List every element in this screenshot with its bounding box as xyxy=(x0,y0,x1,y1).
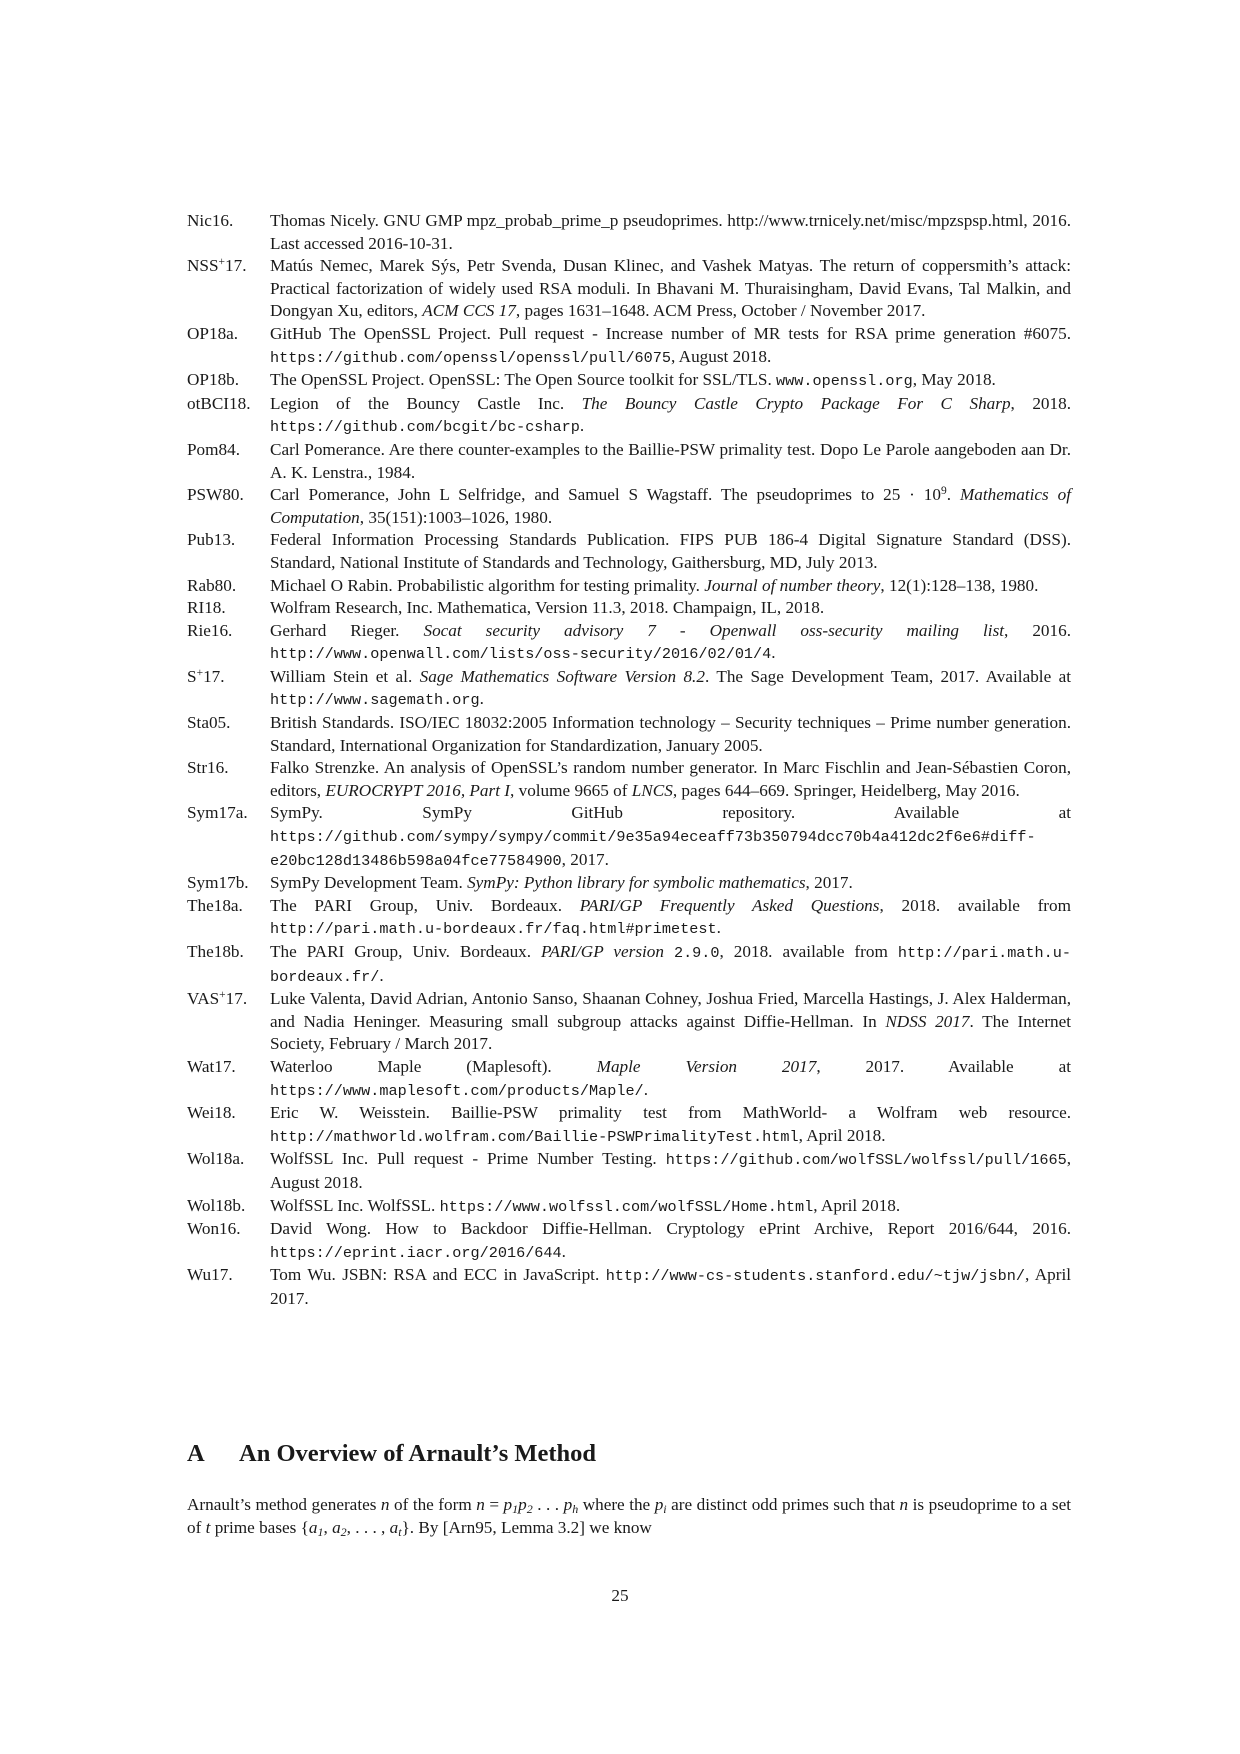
reference-segment: , 12(1):128–138, 1980. xyxy=(880,575,1039,595)
reference-segment: SymPy. SymPy GitHub repository. Available at xyxy=(270,803,1076,823)
reference-segment: , pages 644–669. Springer, Heidelberg, May 2016. xyxy=(672,780,1020,800)
reference-segment: Michael O Rabin. Probabilistic algorithm for testing primality. xyxy=(270,575,705,595)
math-token: p xyxy=(518,1495,527,1514)
reference-segment: William Stein et al. xyxy=(270,666,420,686)
reference-segment: Eric W. Weisstein. Baillie-PSW primality test from MathWorld- a Wolfram web resource. xyxy=(270,1103,1076,1123)
paragraph-segment: , . . . , xyxy=(346,1518,390,1537)
reference-url: http://mathworld.wolfram.com/Baillie-PSWPrimalityTest.html xyxy=(270,1127,799,1146)
reference-text xyxy=(270,802,1076,872)
reference-key: Sym17a. xyxy=(187,803,248,823)
math-token: p xyxy=(654,1495,664,1514)
reference-segment: , August 2018. xyxy=(270,1149,1075,1192)
paragraph-segment: , xyxy=(323,1518,333,1537)
reference-url: 2.9.0 xyxy=(673,944,720,962)
reference-title: Maple Version 2017 xyxy=(596,1056,817,1076)
section-heading xyxy=(187,1440,1071,1468)
reference-key: Wu17. xyxy=(187,1265,233,1285)
math-token: h xyxy=(572,1502,579,1516)
reference-text xyxy=(270,872,1071,895)
reference-text xyxy=(270,575,1071,598)
reference-segment: Tom Wu. JSBN: RSA and ECC in JavaScript. xyxy=(270,1265,606,1285)
reference-text xyxy=(270,529,1076,574)
reference-key: The18b. xyxy=(187,942,244,961)
reference-key: Nic16. xyxy=(187,211,234,230)
reference-segment: . xyxy=(479,689,484,709)
reference-key: Wei18. xyxy=(187,1103,236,1123)
reference-segment: WolfSSL Inc. Pull request - Prime Number Testing. xyxy=(270,1149,666,1169)
reference-entry xyxy=(187,323,1076,369)
reference-segment: Carl Pomerance. Are there counter-examples to the Baillie-PSW primality test. Dopo Le Parole aangeboden aan Dr. A. K. Lenstra., 1984. xyxy=(270,439,1075,482)
reference-segment: The PARI Group, Univ. Bordeaux. xyxy=(270,942,542,961)
math-token: n xyxy=(380,1495,390,1514)
paragraph-segment: are distinct odd primes such that xyxy=(666,1495,900,1514)
reference-entry xyxy=(187,757,1076,802)
section-paragraph xyxy=(187,1493,1071,1539)
reference-segment: Carl Pomerance, John L Selfridge, and Samuel S Wagstaff. The pseudoprimes to 25 · 10 xyxy=(270,485,941,505)
bibliography xyxy=(187,210,1076,1311)
section-number: A xyxy=(187,1440,205,1467)
reference-segment: , 2018. available from xyxy=(879,895,1076,915)
reference-segment: , August 2018. xyxy=(671,346,772,366)
reference-segment: Federal Information Processing Standards Publication. FIPS PUB 186-4 Digital Signature Standard (DSS). Standard, National Institute of Standards and Technology, Gaithersburg, MD, July 2013. xyxy=(270,530,1076,572)
reference-entry xyxy=(187,802,1076,872)
reference-key: Wol18b. xyxy=(187,1195,246,1215)
reference-segment: . xyxy=(379,965,384,985)
reference-segment: . xyxy=(561,1241,566,1261)
reference-entry xyxy=(187,1218,1076,1264)
math-token: i xyxy=(663,1502,667,1516)
reference-entry xyxy=(187,872,1071,895)
reference-text xyxy=(270,439,1075,484)
math-token: 1 xyxy=(317,1525,324,1539)
reference-text xyxy=(270,393,1076,439)
reference-key: OP18a. xyxy=(187,323,239,343)
reference-segment: Matús Nemec, Marek Sýs, Petr Svenda, Dusan Klinec, and Vashek Matyas. The return of coppersmith’s attack: Practical factorization of widely used RSA moduli. In Bhavani M. Thuraisingham, David Evans, Tal Malkin, and Dongyan Xu, editors, xyxy=(270,256,1076,321)
math-token: t xyxy=(398,1525,402,1539)
reference-entry xyxy=(187,210,1076,255)
reference-entry xyxy=(187,1148,1075,1194)
paragraph-segment: of the form xyxy=(389,1495,477,1514)
reference-title: LNCS xyxy=(631,780,673,800)
reference-text xyxy=(270,1195,1071,1219)
reference-text xyxy=(270,255,1076,323)
reference-url: www.openssl.org xyxy=(776,372,913,391)
reference-key: Rie16. xyxy=(187,620,233,640)
reference-entry xyxy=(187,597,1071,620)
reference-segment: , 2018. available from xyxy=(719,942,898,961)
reference-segment: Luke Valenta, David Adrian, Antonio Sanso, Shaanan Cohney, Joshua Fried, Marcella Hastings, J. Alex Halderman, and Nadia Heninger. Measuring small subgroup attacks against Diffie-Hellman. In xyxy=(270,989,1076,1031)
reference-key: VAS+17. xyxy=(187,989,248,1009)
reference-segment: , 2017. xyxy=(805,873,853,893)
reference-title: SymPy: Python library for symbolic mathematics xyxy=(467,873,806,893)
reference-segment: Thomas Nicely. GNU GMP mpz_probab_prime_p pseudoprimes. http://www.trnicely.net/misc/mpzspsp.html, 2016. Last accessed 2016-10-31. xyxy=(270,211,1076,253)
reference-entry xyxy=(187,1102,1076,1148)
reference-title: EUROCRYPT 2016, Part I xyxy=(325,780,510,800)
reference-text xyxy=(270,1102,1076,1148)
reference-segment: Gerhard Rieger. xyxy=(270,620,424,640)
reference-segment: . The Sage Development Team, 2017. Available at xyxy=(704,666,1076,686)
reference-title: PARI/GP version xyxy=(541,942,674,961)
reference-segment: Wolfram Research, Inc. Mathematica, Version 11.3, 2018. Champaign, IL, 2018. xyxy=(270,598,825,618)
reference-title: Journal of number theory xyxy=(704,575,881,595)
reference-url: http://www.openwall.com/lists/oss-security/2016/02/01/4 xyxy=(270,645,772,664)
reference-segment: David Wong. How to Backdoor Diffie-Hellman. Cryptology ePrint Archive, Report 2016/644, 2016. xyxy=(270,1219,1076,1239)
reference-url: http://www-cs-students.stanford.edu/~tjw/jsbn/ xyxy=(605,1267,1025,1286)
math-token: 2 xyxy=(340,1525,347,1539)
reference-entry xyxy=(187,941,1071,988)
reference-key: Sym17b. xyxy=(187,873,249,893)
math-token: n xyxy=(899,1495,909,1514)
math-token: p xyxy=(503,1495,513,1514)
reference-url: https://github.com/openssl/openssl/pull/6075 xyxy=(270,348,672,367)
reference-segment: SymPy Development Team. xyxy=(270,873,468,893)
reference-url: https://github.com/sympy/sympy/commit/9e35a94eceaff73b350794dcc70b4a412dc2f6e6#diff-e20bc128d13486b598a04fce77584900 xyxy=(270,828,1036,870)
reference-key: otBCI18. xyxy=(187,393,251,413)
reference-key: RI18. xyxy=(187,598,226,618)
reference-segment: , April 2018. xyxy=(813,1195,901,1215)
reference-title: PARI/GP Frequently Asked Questions xyxy=(579,895,880,915)
paragraph-segment: }. By [Arn95, Lemma 3.2] we know xyxy=(401,1518,652,1537)
reference-key: NSS+17. xyxy=(187,256,247,276)
reference-key: PSW80. xyxy=(187,485,244,505)
reference-segment: . xyxy=(946,485,960,505)
math-token: a xyxy=(332,1518,341,1537)
paragraph-segment: is pseudoprime to a set of xyxy=(187,1495,1071,1537)
reference-text xyxy=(270,1148,1075,1194)
reference-segment: , 2017. Available at xyxy=(816,1056,1076,1076)
section-title-text: An Overview of Arnault’s Method xyxy=(239,1440,597,1467)
reference-text xyxy=(270,1264,1076,1310)
math-token: t xyxy=(205,1518,211,1537)
reference-entry xyxy=(187,1264,1076,1310)
reference-segment: . The Internet Society, February / March 2017. xyxy=(270,1011,1076,1054)
reference-key: OP18b. xyxy=(187,370,240,390)
reference-segment: 9 xyxy=(941,485,947,498)
reference-key: Wol18a. xyxy=(187,1149,245,1169)
paragraph-segment: = xyxy=(484,1495,504,1514)
reference-key: Won16. xyxy=(187,1219,241,1239)
reference-title: ACM CCS 17 xyxy=(422,301,516,321)
reference-segment: GitHub The OpenSSL Project. Pull request - Increase number of MR tests for RSA prime generation #6075. xyxy=(270,323,1076,343)
reference-key: S+17. xyxy=(187,666,225,686)
reference-text xyxy=(270,988,1076,1056)
reference-entry xyxy=(187,529,1076,574)
reference-segment: The OpenSSL Project. OpenSSL: The Open Source toolkit for SSL/TLS. xyxy=(270,370,777,390)
reference-title: Sage Mathematics Software Version 8.2 xyxy=(419,666,705,686)
reference-segment: , 2016. xyxy=(1004,620,1076,640)
reference-entry xyxy=(187,575,1071,598)
reference-key: Sta05. xyxy=(187,713,231,733)
reference-segment: , 2018. xyxy=(1010,393,1076,413)
reference-segment: , May 2018. xyxy=(912,370,996,390)
reference-text xyxy=(270,1218,1076,1264)
reference-url: http://www.sagemath.org xyxy=(270,691,480,710)
paragraph-segment: . . . xyxy=(532,1495,564,1514)
paragraph-segment: where the xyxy=(578,1495,655,1514)
reference-text xyxy=(270,620,1076,666)
reference-url: https://www.wolfssl.com/wolfSSL/Home.html xyxy=(439,1197,814,1216)
reference-text xyxy=(270,757,1076,802)
math-token: p xyxy=(563,1495,573,1514)
reference-url: https://github.com/bcgit/bc-csharp xyxy=(270,418,580,437)
reference-key: Rab80. xyxy=(187,575,237,595)
reference-entry xyxy=(187,895,1076,941)
reference-url: https://github.com/wolfSSL/wolfssl/pull/1665 xyxy=(665,1151,1067,1170)
reference-segment: Waterloo Maple (Maplesoft). xyxy=(270,1056,597,1076)
math-token: a xyxy=(389,1518,399,1537)
reference-text xyxy=(270,210,1076,255)
reference-segment: . xyxy=(579,416,585,436)
page-number: 25 xyxy=(611,1586,629,1605)
reference-key: Pom84. xyxy=(187,439,241,459)
reference-segment: Legion of the Bouncy Castle Inc. xyxy=(270,393,582,413)
reference-text xyxy=(270,895,1076,941)
reference-entry xyxy=(187,988,1076,1056)
reference-entry xyxy=(187,369,1071,393)
reference-entry xyxy=(187,255,1076,323)
reference-key: Wat17. xyxy=(187,1056,236,1076)
reference-segment: , 2017. xyxy=(561,849,609,869)
paragraph-segment: Arnault’s method generates xyxy=(187,1495,381,1514)
reference-segment: British Standards. ISO/IEC 18032:2005 Information technology – Security techniques – Prime number generation. Standard, International Organization for Standardization, January 2005. xyxy=(270,713,1076,755)
reference-title: NDSS 2017 xyxy=(885,1011,970,1031)
math-token: 2 xyxy=(526,1502,533,1516)
reference-text xyxy=(270,1056,1076,1102)
reference-entry xyxy=(187,1195,1071,1219)
paragraph-segment: prime bases { xyxy=(210,1518,309,1537)
reference-key: Pub13. xyxy=(187,530,236,550)
reference-segment: . xyxy=(771,643,776,663)
reference-segment: , pages 1631–1648. ACM Press, October / November 2017. xyxy=(515,301,926,321)
reference-segment: Falko Strenzke. An analysis of OpenSSL’s random number generator. In Marc Fischlin and Jean-Sébastien Coron, editors, xyxy=(270,758,1076,800)
reference-entry xyxy=(187,439,1075,484)
reference-title: The Bouncy Castle Crypto Package For C Sharp xyxy=(581,393,1011,413)
reference-entry xyxy=(187,1056,1076,1102)
reference-text xyxy=(270,712,1076,757)
reference-entry xyxy=(187,666,1076,712)
reference-key: The18a. xyxy=(187,895,243,915)
reference-url: http://pari.math.u-bordeaux.fr/faq.html#primetest xyxy=(270,920,717,939)
reference-entry xyxy=(187,393,1076,439)
reference-text xyxy=(270,666,1076,712)
reference-segment: , volume 9665 of xyxy=(510,780,632,800)
reference-title: Mathematics of Computation xyxy=(270,485,1076,527)
reference-url: http://pari.math.u-bordeaux.fr/ xyxy=(270,944,1071,986)
reference-text xyxy=(270,369,1071,393)
reference-text xyxy=(270,941,1071,988)
math-token: a xyxy=(308,1518,318,1537)
reference-segment: . xyxy=(643,1079,648,1099)
reference-title: Socat security advisory 7 - Openwall oss-security mailing list xyxy=(423,620,1005,640)
reference-text xyxy=(270,323,1076,369)
reference-url: https://eprint.iacr.org/2016/644 xyxy=(270,1243,562,1262)
reference-entry xyxy=(187,620,1076,666)
reference-entry xyxy=(187,484,1076,529)
reference-segment: , 35(151):1003–1026, 1980. xyxy=(359,507,553,527)
reference-segment: The PARI Group, Univ. Bordeaux. xyxy=(270,895,580,915)
reference-segment: , April 2018. xyxy=(798,1125,886,1145)
reference-text xyxy=(270,597,1071,620)
reference-segment: WolfSSL Inc. WolfSSL. xyxy=(270,1195,440,1215)
math-token: n xyxy=(476,1495,485,1514)
reference-text xyxy=(270,484,1076,529)
reference-segment: . xyxy=(716,918,721,938)
reference-url: https://www.maplesoft.com/products/Maple/ xyxy=(270,1081,644,1100)
reference-segment: , April 2017. xyxy=(270,1265,1076,1308)
math-token: 1 xyxy=(512,1502,519,1516)
reference-entry xyxy=(187,712,1076,757)
reference-key: Str16. xyxy=(187,758,229,778)
